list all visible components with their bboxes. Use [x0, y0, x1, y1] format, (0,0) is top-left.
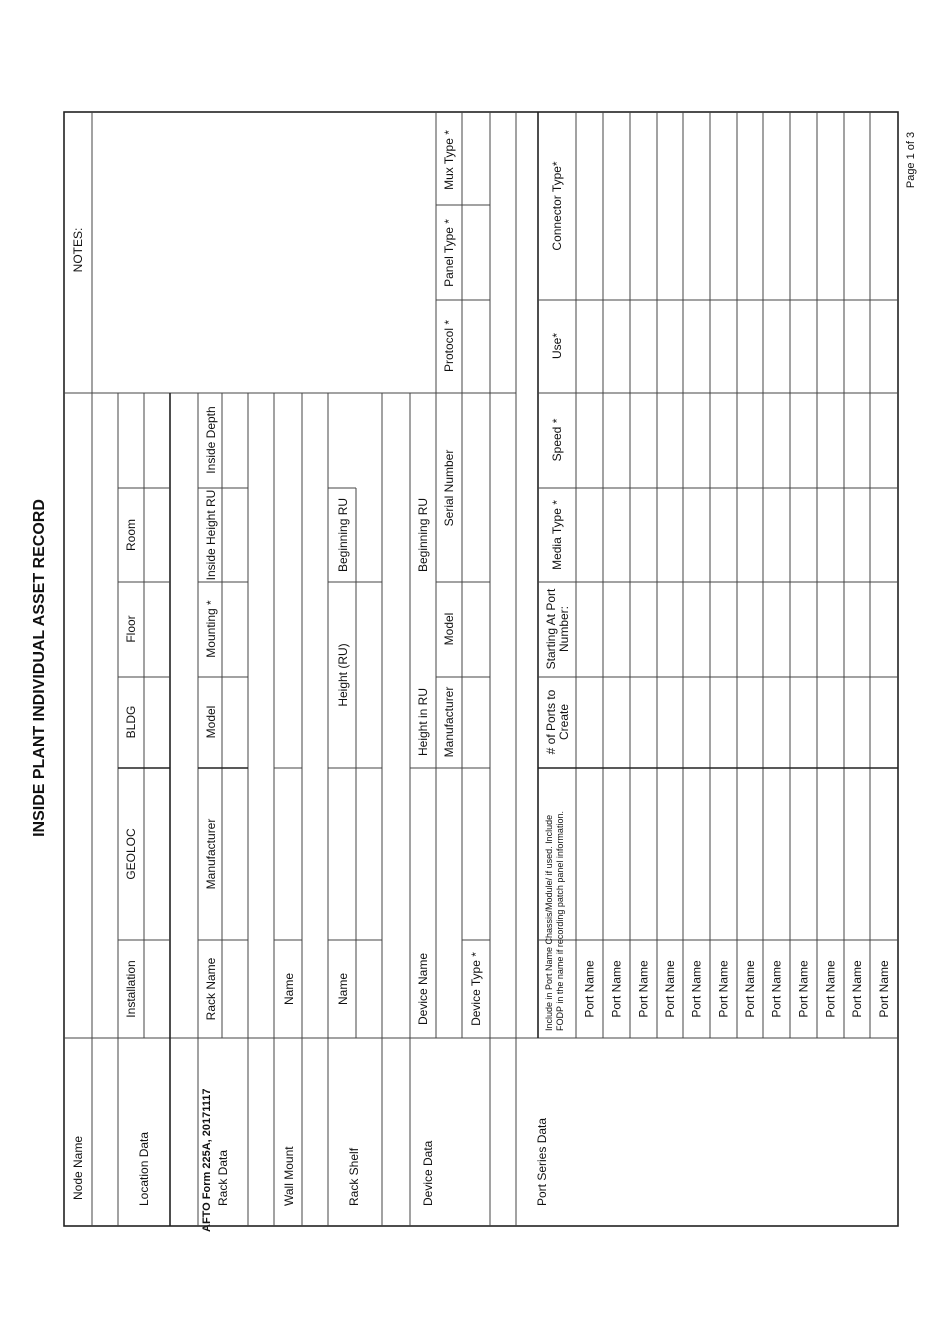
port-series-data-label: Port Series Data: [535, 1117, 549, 1206]
shelf-name-header: Name: [336, 972, 350, 1006]
inside-height-header: Inside Height RU: [204, 489, 218, 581]
mounting-header: Mounting *: [204, 600, 218, 658]
connector-type-header: Connector Type*: [550, 161, 564, 251]
location-data-label: Location Data: [137, 1131, 151, 1206]
port-name-row-label: Port Name: [663, 960, 677, 1018]
starting-port-header-line2: Number:: [557, 605, 571, 653]
port-name-row-label: Port Name: [850, 960, 864, 1018]
device-model-header: Model: [442, 612, 456, 646]
bldg-header: BLDG: [124, 705, 138, 739]
rack-model-header: Model: [204, 705, 218, 739]
media-type-header: Media Type *: [550, 500, 564, 570]
rack-shelf-label: Rack Shelf: [347, 1147, 361, 1206]
installation-header: Installation: [124, 960, 138, 1018]
num-ports-header-line1: # of Ports to: [544, 689, 558, 755]
num-ports-header-line2: Create: [557, 703, 571, 741]
port-name-row-label: Port Name: [716, 960, 731, 1018]
form-id: AFTO Form 225A, 20171117: [201, 1088, 213, 1232]
notes-label: NOTES:: [71, 227, 85, 273]
port-name-row-label: Port Name: [877, 960, 891, 1018]
device-manufacturer-header: Manufacturer: [442, 686, 456, 758]
port-name-row-label: Port Name: [582, 960, 597, 1018]
panel-type-header: Panel Type *: [442, 219, 456, 287]
speed-header: Speed *: [550, 418, 564, 462]
floor-header: Floor: [124, 615, 138, 643]
mux-type-header: Mux Type *: [442, 130, 456, 190]
device-name-header: Device Name: [416, 952, 430, 1026]
port-name-row-label: Port Name: [796, 960, 811, 1018]
device-beginning-header: Beginning RU: [416, 497, 430, 573]
port-name-row-label: Port Name: [743, 960, 757, 1018]
rack-manufacturer-header: Manufacturer: [204, 818, 218, 890]
shelf-height-header: Height (RU): [336, 643, 350, 707]
starting-port-header-line1: Starting At Port: [544, 588, 558, 670]
port-name-row-label: Port Name: [689, 960, 704, 1018]
device-type-header: Device Type *: [469, 952, 483, 1026]
port-name-note-line1: Include in Port Name Chassis/Module/ if used. Include: [544, 814, 554, 1031]
form-grid: [64, 112, 898, 1226]
port-name-row-label: Port Name: [769, 960, 784, 1018]
port-name-note-line2: FODP in the name if recording patch panel information.: [555, 811, 565, 1031]
form-title: INSIDE PLANT INDIVIDUAL ASSET RECORD: [31, 499, 48, 837]
room-header: Room: [124, 518, 138, 552]
wall-mount-name-header: Name: [282, 972, 296, 1006]
height-in-ru-header: Height in RU: [416, 687, 430, 757]
rack-name-header: Rack Name: [204, 957, 218, 1021]
serial-number-header: Serial Number: [442, 449, 456, 527]
port-name-row-label: Port Name: [609, 960, 624, 1018]
shelf-beginning-header: Beginning RU: [336, 497, 350, 573]
rack-data-label: Rack Data: [216, 1149, 230, 1206]
use-header: Use*: [550, 332, 564, 360]
node-name-label: Node Name: [71, 1135, 85, 1200]
inside-depth-header: Inside Depth: [204, 406, 218, 474]
page-number: Page 1 of 3: [905, 131, 917, 189]
device-data-label: Device Data: [421, 1140, 435, 1206]
protocol-header: Protocol *: [442, 319, 456, 373]
port-name-row-label: Port Name: [636, 960, 651, 1018]
port-name-row-label: Port Name: [823, 960, 838, 1018]
geoloc-header: GEOLOC: [124, 828, 138, 880]
wall-mount-label: Wall Mount: [282, 1146, 296, 1206]
